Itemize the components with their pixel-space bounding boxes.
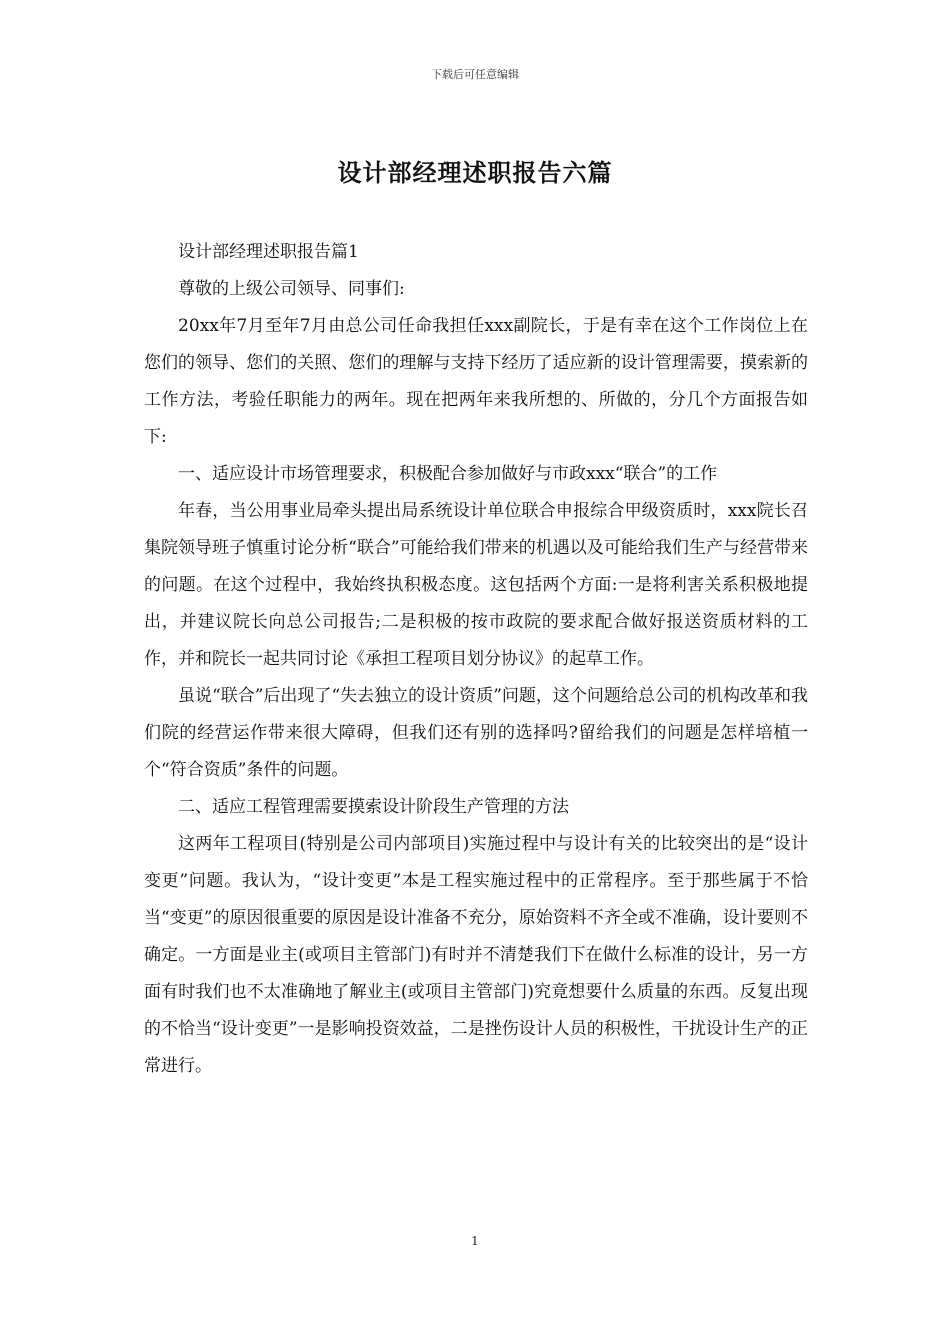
document-title: 设计部经理述职报告六篇: [337, 159, 613, 187]
page-number: 1: [471, 1234, 479, 1248]
paragraph: 这两年工程项目(特别是公司内部项目)实施过程中与设计有关的比较突出的是“设计变更”问题。我认为，“设计变更”本是工程实施过程中的正常程序。至于那些属于不恰当“变更”的原因很重要的原因是设计准备不充分，原始资料不齐全或不准确，设计要则不确定。一方面是业主(或项目主管部门)有时并不清楚我们下在做什么标准的设计，另一方面有时我们也不太准确地了解业主(或项目主管部门)究竟想要什么质量的东西。反复出现的不恰当“设计变更”一是影响投资效益，二是挫伤设计人员的积极性，干扰设计生产的正常进行。: [144, 834, 808, 1076]
document-body: [144, 234, 808, 1085]
paragraph: 20xx年7月至年7月由总公司任命我担任xxx副院长，于是有幸在这个工作岗位上在您们的领导、您们的关照、您们的理解与支持下经历了适应新的设计管理需要，摸索新的工作方法，考验任职能力的两年。现在把两年来我所想的、所做的，分几个方面报告如下:: [144, 316, 808, 447]
subheading: 二、适应工程管理需要摸索设计阶段生产管理的方法: [178, 797, 569, 817]
paragraph: 虽说“联合”后出现了“失去独立的设计资质”问题，这个问题给总公司的机构改革和我们院的经营运作带来很大障碍，但我们还有别的选择吗?留给我们的问题是怎样培植一个“符合资质”条件的问题。: [144, 686, 808, 780]
section-heading: 设计部经理述职报告篇1: [178, 242, 359, 262]
salutation: 尊敬的上级公司领导、同事们:: [178, 279, 405, 299]
header-note: 下载后可任意编辑: [431, 68, 519, 81]
paragraph: 年春，当公用事业局牵头提出局系统设计单位联合申报综合甲级资质时，xxx院长召集院领导班子慎重讨论分析“联合”可能给我们带来的机遇以及可能给我们生产与经营带来的问题。在这个过程中，我始终执积极态度。这包括两个方面:一是将利害关系积极地提出，并建议院长向总公司报告;二是积极的按市政院的要求配合做好报送资质材料的工作，并和院长一起共同讨论《承担工程项目划分协议》的起草工作。: [144, 501, 808, 669]
subheading: 一、适应设计市场管理要求，积极配合参加做好与市政xxx“联合”的工作: [178, 464, 718, 484]
